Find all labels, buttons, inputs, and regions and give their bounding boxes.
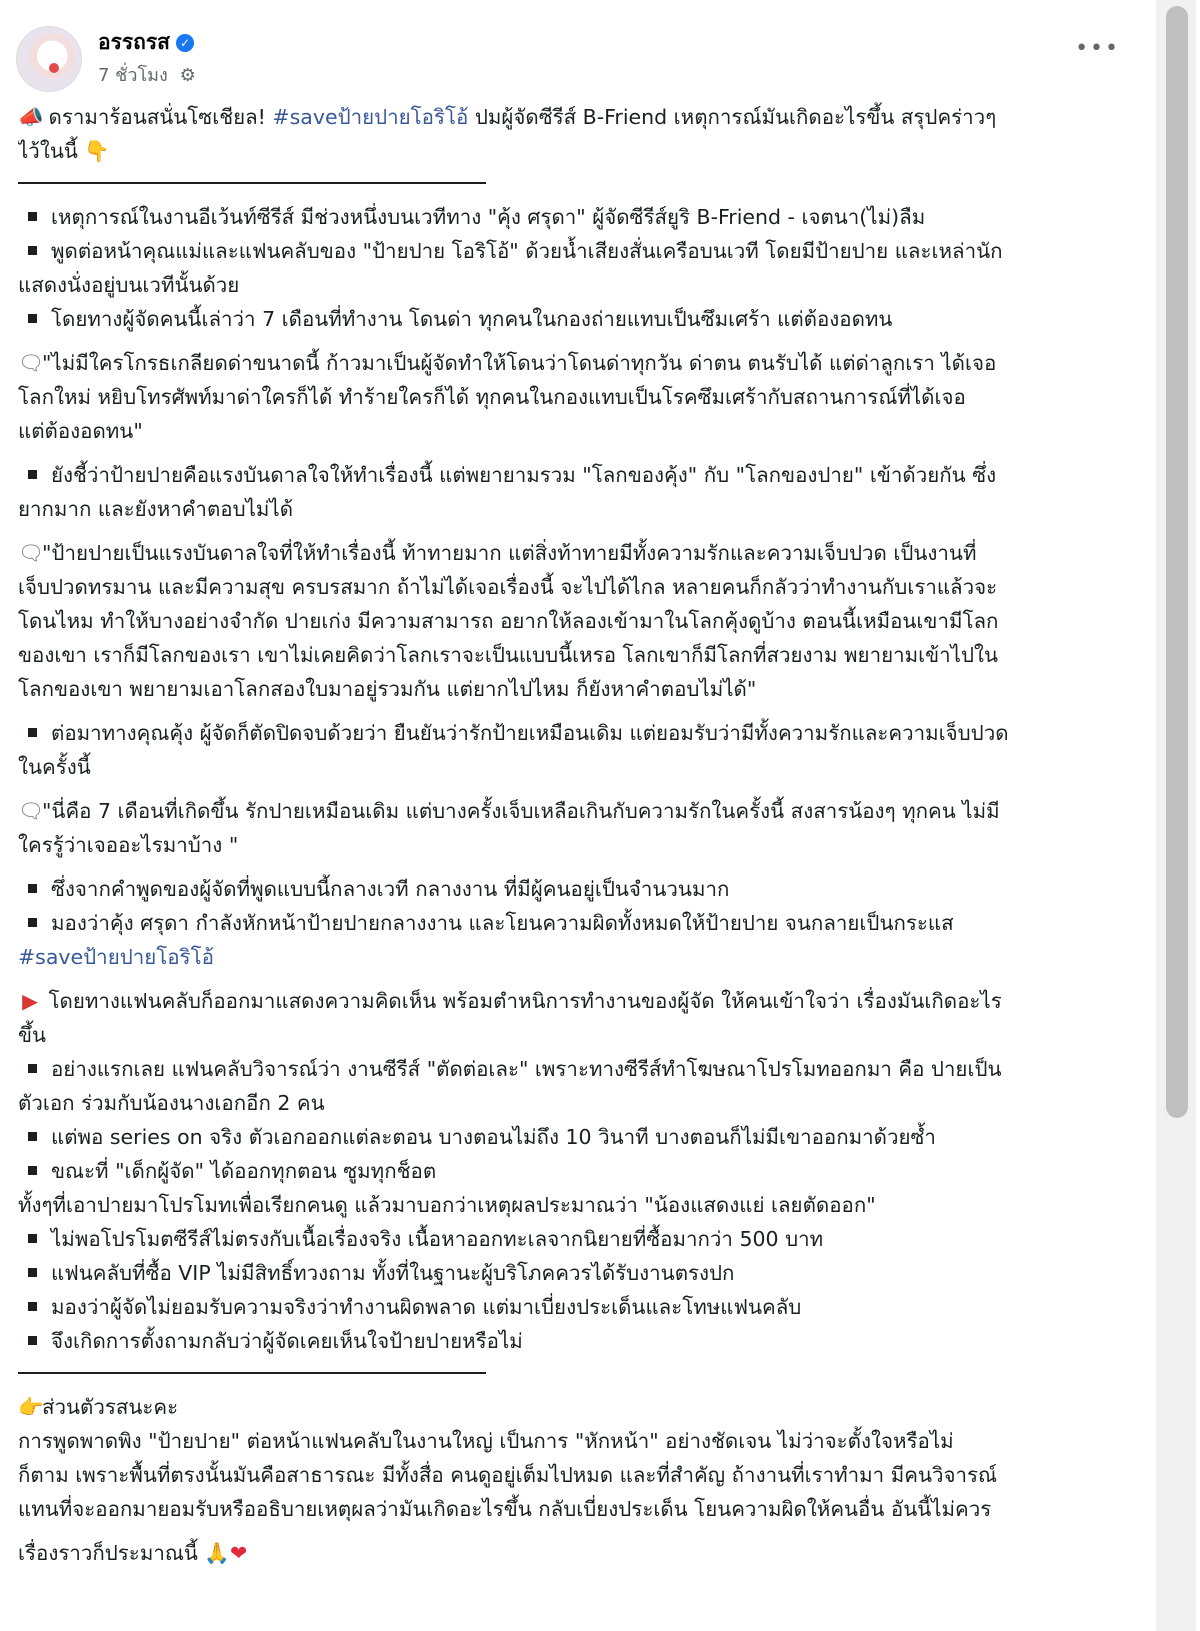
quote-text: "นี่คือ 7 เดือนที่เกิดขึ้น รักปายเหมือนเดิม แต่บางครั้งเจ็บเหลือเกินกับความรักในครั้งนี้ สงสารน้องๆ ทุกคน ไม่มี [42, 799, 1000, 823]
divider [18, 1372, 486, 1374]
author-name-text[interactable]: อรรถรส [98, 30, 170, 54]
quote-line: ใครรู้ว่าเจออะไรมาบ้าง " [18, 833, 239, 857]
speech-bubble-icon: 🗨 [18, 541, 45, 565]
quote-text: "ไม่มีใครโกรธเกลียดด่าขนาดนี้ ก้าวมาเป็นผู้จัดทำให้โดนว่าโดนด่าทุกวัน ด่าตน ตนรับได้ แต่ด่าลูกเรา ได้เจอ [42, 351, 997, 375]
heart-icon: ❤ [229, 1541, 248, 1565]
flag-icon: ▶ [22, 989, 38, 1013]
post-body [18, 100, 1130, 1570]
hashtag-link[interactable]: #saveป้ายปายโอริโอ้ [18, 945, 214, 969]
spacer [18, 706, 1130, 716]
opinion-line: แทนที่จะออกมายอมรับหรืออธิบายเหตุผลว่ามันเกิดอะไรขึ้น กลับเบี่ยงประเด็น โยนความผิดให้คนอื่น อันนี้ไม่ควร [18, 1497, 992, 1521]
list-item-text: เหตุการณ์ในงานอีเว้นท์ซีรีส์ มีช่วงหนึ่งบนเวทีทาง "คุ้ง ศรุดา" ผู้จัดซีรีส์ยูริ B-Friend - เจตนา(ไม่)ลืม [51, 205, 926, 229]
bullet-icon [28, 918, 37, 927]
opinion-heading [18, 1390, 1130, 1424]
megaphone-icon: 📣 [18, 105, 44, 129]
quote-line: ของเขา เราก็มีโลกของเรา เขาไม่เคยคิดว่าโลกเราจะเป็นแบบนี้เหรอ โลกเขาก็มีโลกที่สวยงาม พยายามเข้าไปใน [18, 643, 998, 667]
opinion-heading-text: ส่วนตัวรสนะคะ [42, 1395, 179, 1419]
quote-text: "ป้ายปายเป็นแรงบันดาลใจที่ให้ทำเรื่องนี้ ท้าทายมาก แต่สิ่งท้าทายมีทั้งความรักและความเจ็บปวด เป็นงานที่ [42, 541, 977, 565]
divider [18, 182, 486, 184]
list-item-text: อย่างแรกเลย แฟนคลับวิจารณ์ว่า งานซีรีส์ "ตัดต่อเละ" เพราะทางซีรีส์ทำโฆษณาโปรโมทออกมา คือ ปายเป็น [51, 1057, 1002, 1081]
intro-line-2: ไว้ในนี้ 👇 [18, 139, 110, 163]
intro-line-1 [18, 100, 1130, 134]
scrollbar-thumb[interactable] [1166, 6, 1188, 1118]
list-item [18, 1324, 1130, 1358]
list-item-text: แฟนคลับที่ซื้อ VIP ไม่มีสิทธิ์ทวงถาม ทั้งที่ในฐานะผู้บริโภคควรได้รับงานตรงปก [51, 1261, 735, 1285]
list-item-cont: ยากมาก และยังหาคำตอบไม่ได้ [18, 497, 294, 521]
list-item [18, 1052, 1130, 1086]
post-header [16, 22, 1136, 92]
list-item-text: มองว่าคุ้ง ศรุดา กำลังหักหน้าป้ายปายกลางงาน และโยนความผิดทั้งหมดให้ป้ายปาย จนกลายเป็นกระแส [51, 911, 954, 935]
bullet-icon [28, 1302, 37, 1311]
bullet-icon [28, 1336, 37, 1345]
pray-icon: 🙏 [204, 1541, 230, 1565]
list-item [18, 200, 1130, 234]
list-item [18, 1154, 1130, 1188]
hashtag-link[interactable]: #saveป้ายปายโอริโอ้ [272, 105, 469, 129]
quote-line: โลกใหม่ หยิบโทรศัพท์มาด่าใครก็ได้ ทำร้ายใครก็ได้ ทุกคนในกองแทบเป็นโรคซึมเศร้ากับสถานการณ์ที่ได้เจอ [18, 385, 966, 409]
spacer [18, 1526, 1130, 1536]
list-item [18, 1222, 1130, 1256]
list-item [18, 458, 1130, 492]
list-item-text: พูดต่อหน้าคุณแม่และแฟนคลับของ "ป้ายปาย โอริโอ้" ด้วยน้ำเสียงสั่นเครือบนเวที โดยมีป้ายปาย และเหล่านัก [51, 239, 1003, 263]
post-time[interactable]: 7 ชั่วโมง [98, 65, 168, 86]
list-item-cont: ในครั้งนี้ [18, 755, 91, 779]
list-item [18, 1256, 1130, 1290]
intro-text: ดรามาร้อนสนั่นโซเชียล! [48, 105, 273, 129]
spacer [18, 526, 1130, 536]
list-item [18, 234, 1130, 268]
bullet-icon [28, 314, 37, 323]
bullet-icon [28, 1268, 37, 1277]
fanclub-line-cont: ขึ้น [18, 1023, 47, 1047]
list-item [18, 872, 1130, 906]
bullet-icon [28, 1064, 37, 1073]
list-item-text: ขณะที่ "เด็กผู้จัด" ได้ออกทุกตอน ซูมทุกช็อต [51, 1159, 437, 1183]
quote-line: เจ็บปวดทรมาน และมีความสุข ครบรสมาก ถ้าไม่ได้เจอเรื่องนี้ จะไปได้ไกล หลายคนก็กลัวว่าทำงานกับเราแล้วจะ [18, 575, 998, 599]
point-right-icon: 👉 [18, 1395, 44, 1419]
list-item-text: มองว่าผู้จัดไม่ยอมรับความจริงว่าทำงานผิดพลาด แต่มาเบี่ยงประเด็นและโทษแฟนคลับ [51, 1295, 802, 1319]
post-meta [98, 60, 196, 89]
bullet-icon [28, 470, 37, 479]
spacer [18, 974, 1130, 984]
quote-line: แต่ต้องอดทน" [18, 419, 143, 443]
list-item-text: จึงเกิดการตั้งถามกลับว่าผู้จัดเคยเห็นใจป้ายปายหรือไม่ [51, 1329, 523, 1353]
list-item [18, 1290, 1130, 1324]
list-item [18, 1120, 1130, 1154]
bullet-icon [28, 1234, 37, 1243]
author-avatar[interactable] [16, 26, 82, 92]
fanclub-line [18, 984, 1130, 1018]
list-item-text: ไม่พอโปรโมตซีรีส์ไม่ตรงกับเนื้อเรื่องจริง เนื้อหาออกทะเลจากนิยายที่ซื้อมากว่า 500 บาท [51, 1227, 824, 1251]
intro-text-cont: ปมผู้จัดซีรีส์ B-Friend เหตุการณ์มันเกิดอะไรขึ้น สรุปคร่าวๆ [468, 105, 997, 129]
list-item-text: โดยทางผู้จัดคนนี้เล่าว่า 7 เดือนที่ทำงาน โดนด่า ทุกคนในกองถ่ายแทบเป็นซึมเศร้า แต่ต้องอดทน [51, 307, 893, 331]
bullet-icon [28, 884, 37, 893]
quote-line [18, 536, 1130, 570]
quote-line [18, 794, 1130, 828]
list-item-text: ซึ่งจากคำพูดของผู้จัดที่พูดแบบนี้กลางเวที กลางงาน ที่มีผู้คนอยู่เป็นจำนวนมาก [51, 877, 730, 901]
list-item-cont: ตัวเอก ร่วมกับน้องนางเอกอีก 2 คน [18, 1091, 325, 1115]
author-name[interactable] [98, 26, 194, 59]
bullet-icon [28, 1166, 37, 1175]
closing-text: เรื่องราวก็ประมาณนี้ [18, 1541, 205, 1565]
quote-line: โลกของเขา พยายามเอาโลกสองใบมาอยู่รวมกัน แต่ยากไปไหม ก็ยังหาคำตอบไม่ได้" [18, 677, 757, 701]
scrollbar-track[interactable] [1156, 0, 1196, 1631]
opinion-line: การพูดพาดพิง "ป้ายปาย" ต่อหน้าแฟนคลับในงานใหญ่ เป็นการ "หักหน้า" อย่างชัดเจน ไม่ว่าจะตั้งใจหรือไม่ [18, 1429, 954, 1453]
list-item-text: ต่อมาทางคุณคุ้ง ผู้จัดก็ตัดปิดจบด้วยว่า ยืนยันว่ารักป้ายเหมือนเดิม แต่ยอมรับว่ามีทั้งความรักและความเจ็บปวด [51, 721, 1009, 745]
closing-line [18, 1536, 1130, 1570]
fanclub-text: โดยทางแฟนคลับก็ออกมาแสดงความคิดเห็น พร้อมตำหนิการทำงานของผู้จัด ให้คนเข้าใจว่า เรื่องมันเกิดอะไร [48, 989, 1002, 1013]
opinion-line: ก็ตาม เพราะพื้นที่ตรงนั้นมันคือสาธารณะ มีทั้งสื่อ คนดูอยู่เต็มไปหมด และที่สำคัญ ถ้างานที่เราทำมา มีคนวิจารณ์ [18, 1463, 998, 1487]
verified-badge-icon: ✓ [176, 34, 194, 52]
bullet-icon [28, 728, 37, 737]
spacer [18, 336, 1130, 346]
gear-icon[interactable]: ⚙ [179, 65, 196, 86]
list-item-text: แต่พอ series on จริง ตัวเอกออกแต่ละตอน บางตอนไม่ถึง 10 วินาที บางตอนก็ไม่มีเขาออกมาด้วยซ้ำ [51, 1125, 936, 1149]
quote-line [18, 346, 1130, 380]
bullet-icon [28, 1132, 37, 1141]
quote-line: โดนไหม ทำให้บางอย่างจำกัด ปายเก่ง มีความสามารถ อยากให้ลองเข้ามาในโลกคุ้งดูบ้าง ตอนนี้เหมือนเขามีโลก [18, 609, 999, 633]
spacer [18, 784, 1130, 794]
list-item-text: ยังชี้ว่าป้ายปายคือแรงบันดาลใจให้ทำเรื่องนี้ แต่พยายามรวม "โลกของคุ้ง" กับ "โลกของปาย" เข้าด้วยกัน ซึ่ง [51, 463, 997, 487]
spacer [18, 862, 1130, 872]
bullet-icon [28, 212, 37, 221]
bullet-icon [28, 246, 37, 255]
speech-bubble-icon: 🗨 [18, 799, 45, 823]
list-item [18, 906, 1130, 940]
list-item-cont: แสดงนั่งอยู่บนเวทีนั้นด้วย [18, 273, 240, 297]
paragraph-line: ทั้งๆที่เอาปายมาโปรโมทเพื่อเรียกคนดู แล้วมาบอกว่าเหตุผลประมาณว่า "น้องแสดงแย่ เลยตัดออก" [18, 1193, 876, 1217]
list-item [18, 716, 1130, 750]
spacer [18, 448, 1130, 458]
speech-bubble-icon: 🗨 [18, 351, 45, 375]
more-options-button[interactable]: ••• [1075, 36, 1120, 61]
list-item [18, 302, 1130, 336]
